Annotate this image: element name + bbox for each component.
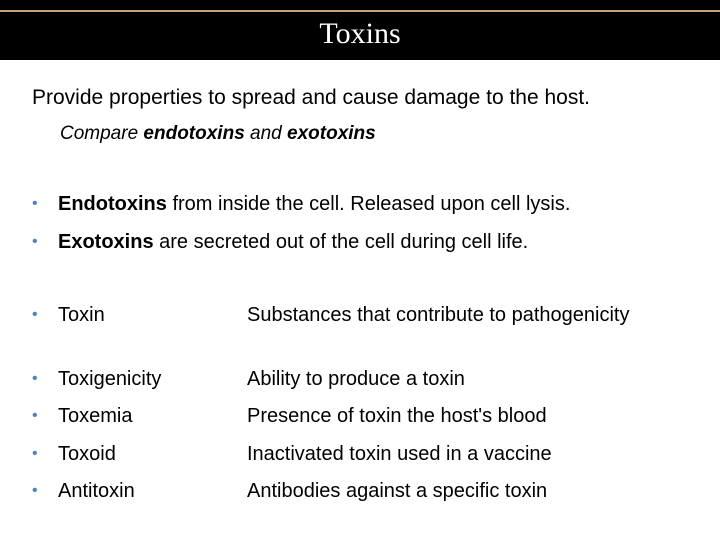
term-label: Toxin bbox=[58, 304, 105, 326]
term-label: Antitoxin bbox=[58, 480, 135, 502]
bullet-term: Endotoxins bbox=[58, 193, 167, 215]
slide-title: Toxins bbox=[319, 17, 401, 50]
term-antitoxin bbox=[32, 478, 135, 504]
compare-word-exotoxins: exotoxins bbox=[287, 123, 376, 144]
definition-antitoxin: Antibodies against a specific toxin bbox=[247, 480, 548, 502]
bullet-dot-icon: • bbox=[32, 370, 38, 387]
bullet-dot-icon: • bbox=[32, 407, 38, 424]
term-toxigenicity bbox=[32, 366, 161, 392]
bullet-text: are secreted out of the cell during cell life. bbox=[153, 231, 529, 253]
bullet-dot-icon: • bbox=[32, 195, 38, 212]
bullet-dot-icon: • bbox=[32, 306, 38, 323]
term-toxemia bbox=[32, 403, 132, 429]
bullet-dot-icon: • bbox=[32, 482, 38, 499]
term-toxoid bbox=[32, 441, 116, 467]
term-label: Toxemia bbox=[58, 405, 133, 427]
term-toxin bbox=[32, 302, 105, 328]
bullet-exotoxins bbox=[32, 229, 528, 255]
intro-text: Provide properties to spread and cause damage to the host. bbox=[32, 86, 591, 109]
term-label: Toxigenicity bbox=[58, 368, 162, 390]
bullet-dot-icon: • bbox=[32, 445, 38, 462]
compare-line bbox=[60, 121, 376, 147]
title-bar bbox=[0, 0, 720, 60]
bullet-endotoxins bbox=[32, 191, 570, 217]
definition-toxin: Substances that contribute to pathogenicity bbox=[247, 304, 630, 326]
term-label: Toxoid bbox=[58, 443, 116, 465]
compare-word-endotoxins: endotoxins bbox=[143, 123, 245, 144]
compare-prefix: Compare bbox=[60, 123, 144, 144]
bullet-term: Exotoxins bbox=[58, 231, 154, 253]
bullet-text: from inside the cell. Released upon cell lysis. bbox=[166, 193, 571, 215]
title-accent-line bbox=[0, 10, 720, 12]
compare-mid: and bbox=[244, 123, 288, 144]
definition-toxoid: Inactivated toxin used in a vaccine bbox=[247, 443, 552, 465]
bullet-dot-icon: • bbox=[32, 233, 38, 250]
definition-toxigenicity: Ability to produce a toxin bbox=[247, 368, 465, 390]
definition-toxemia: Presence of toxin the host's blood bbox=[247, 405, 547, 427]
